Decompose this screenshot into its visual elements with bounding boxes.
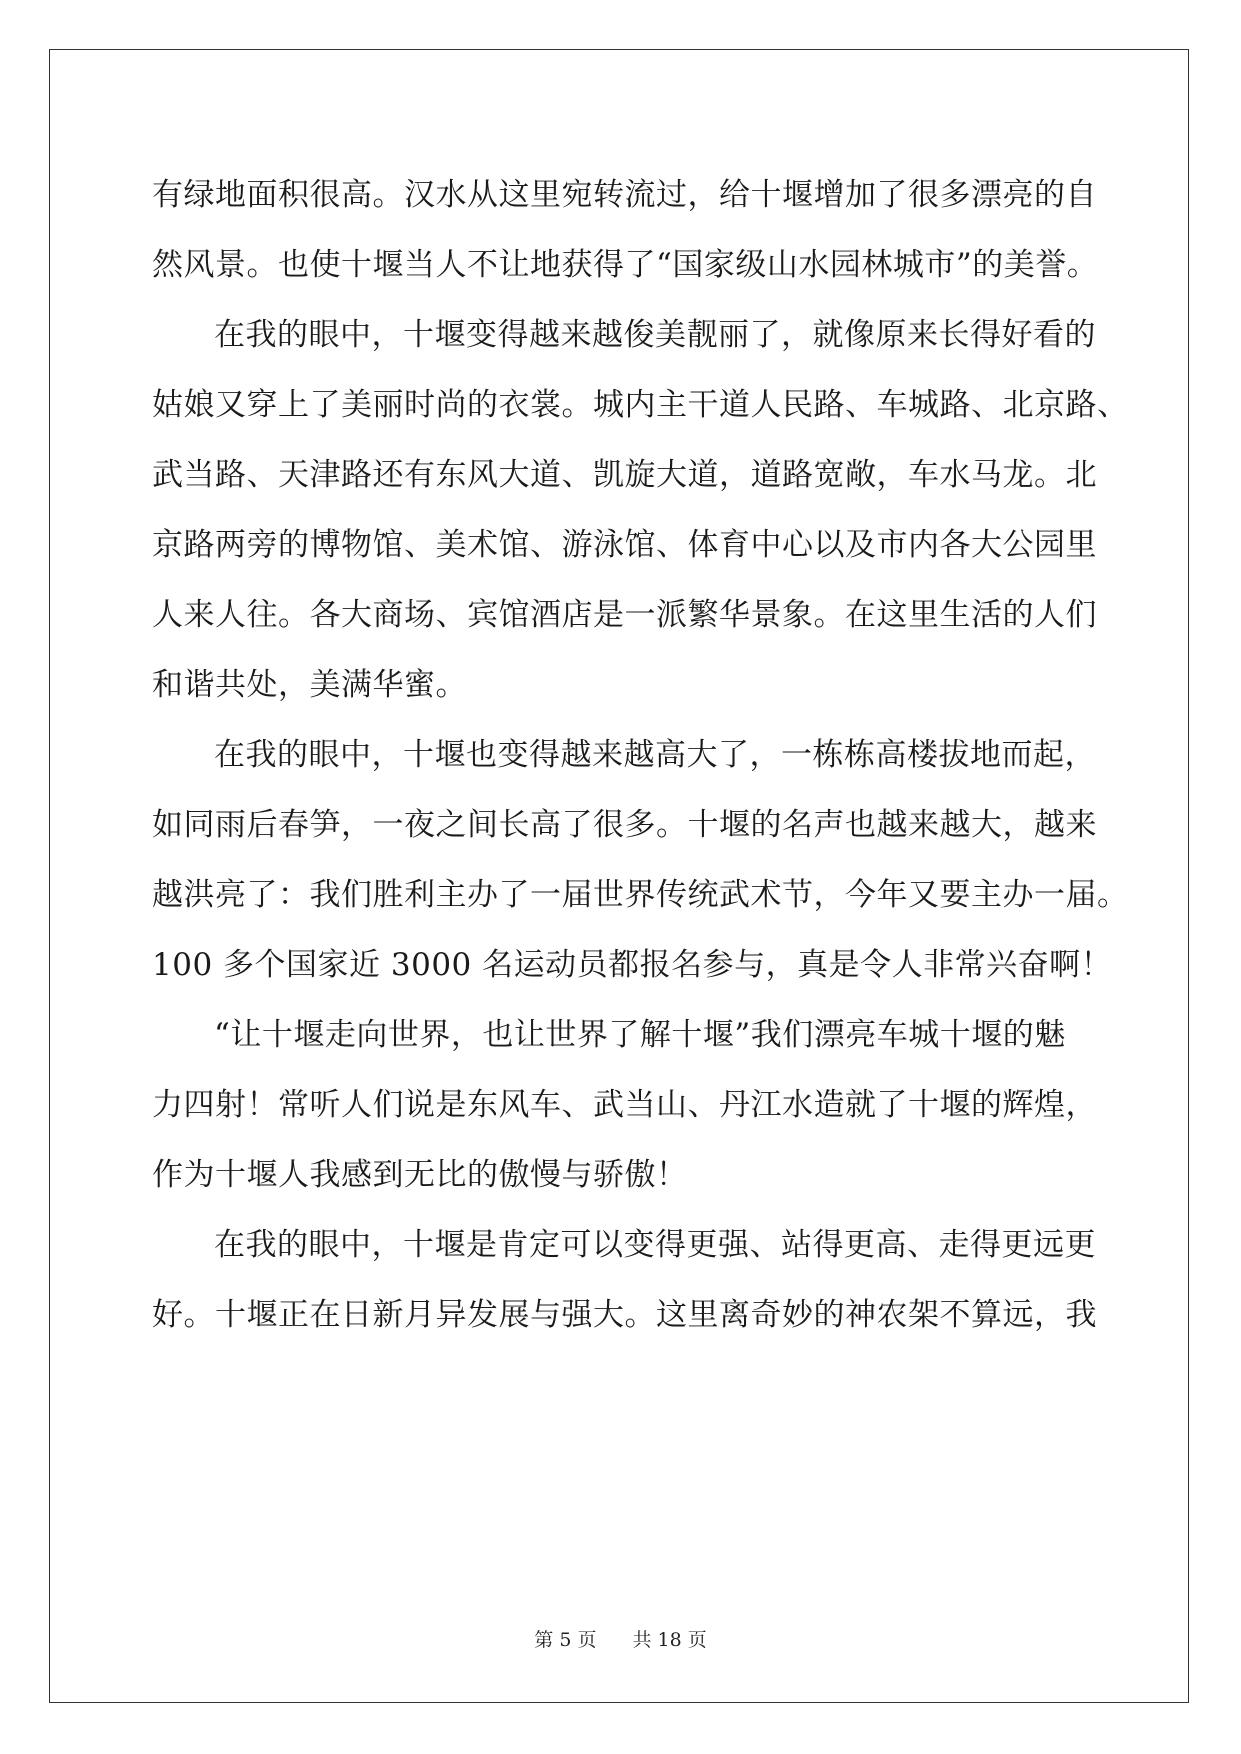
text-line: 100 多个国家近 3000 名运动员都报名参与，真是令人非常兴奋啊！ (152, 947, 1113, 983)
page-number: 第 5 页 (534, 1629, 597, 1651)
paragraph-start-line: 在我的眼中，十堰是肯定可以变得更强、站得更高、走得更远更 (214, 1227, 1096, 1263)
paragraph-start-line: “让十堰走向世界，也让世界了解十堰”我们漂亮车城十堰的魅 (214, 1017, 1066, 1053)
text-line: 作为十堰人我感到无比的傲慢与骄傲！ (152, 1157, 688, 1193)
text-line: 京路两旁的博物馆、美术馆、游泳馆、体育中心以及市内各大公园里 (152, 527, 1097, 563)
text-line: 和谐共处，美满华蜜。 (152, 667, 467, 703)
text-line: 然风景。也使十堰当人不让地获得了“国家级山水园林城市”的美誉。 (152, 247, 1099, 283)
text-line: 武当路、天津路还有东风大道、凯旋大道，道路宽敞，车水马龙。北 (152, 457, 1097, 493)
document-body (152, 160, 1129, 1350)
paragraph-start-line: 在我的眼中，十堰变得越来越俊美靓丽了，就像原来长得好看的 (214, 317, 1096, 353)
text-line: 有绿地面积很高。汉水从这里宛转流过，给十堰增加了很多漂亮的自 (152, 177, 1097, 213)
page-total: 共 18 页 (632, 1629, 707, 1651)
text-line: 如同雨后春笋，一夜之间长高了很多。十堰的名声也越来越大，越来 (152, 807, 1097, 843)
text-line: 姑娘又穿上了美丽时尚的衣裳。城内主干道人民路、车城路、北京路、 (152, 387, 1129, 423)
text-line: 越洪亮了：我们胜利主办了一届世界传统武术节，今年又要主办一届。 (152, 877, 1129, 913)
text-line: 人来人往。各大商场、宾馆酒店是一派繁华景象。在这里生活的人们 (152, 597, 1097, 633)
paragraph-start-line: 在我的眼中，十堰也变得越来越高大了，一栋栋高楼拔地而起， (214, 737, 1096, 773)
page-footer (0, 1625, 1241, 1652)
text-line: 好。十堰正在日新月异发展与强大。这里离奇妙的神农架不算远，我 (152, 1297, 1097, 1333)
text-line: 力四射！常听人们说是东风车、武当山、丹江水造就了十堰的辉煌， (152, 1087, 1097, 1123)
